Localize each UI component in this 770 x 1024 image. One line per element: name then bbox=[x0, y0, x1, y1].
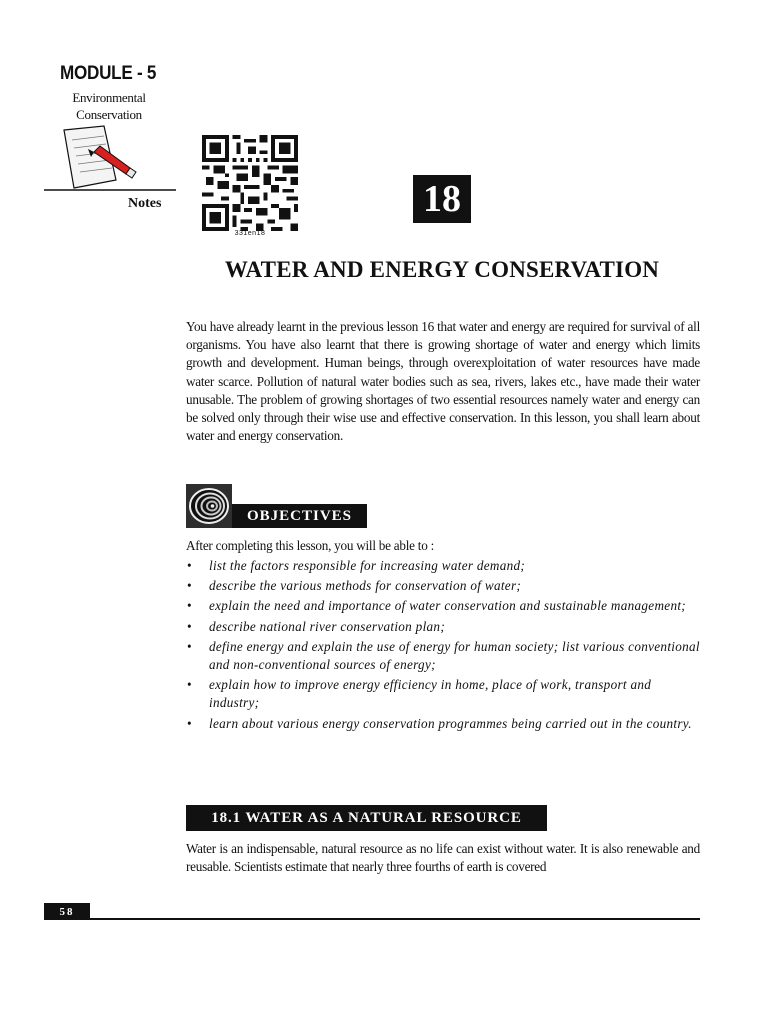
objective-item: • define energy and explain the use of energy for human society; list various conventional and non-conventional sources of energy; bbox=[186, 638, 700, 674]
intro-paragraph: You have already learnt in the previous lesson 16 that water and energy are required for survival of all organisms. You have also learnt that there is growing shortage of water and energy which limits growth and development. Human beings, through overexploitation of water resources have made water scarce. Pollution of natural water bodies such as sea, rivers, lakes etc., have made their water unusable. The problem of growing shortages of two essential resources namely water and energy can be solved only through their wise use and effective conservation. In this lesson, you shall learn about water and energy conservation. bbox=[186, 319, 700, 444]
objectives-list bbox=[186, 557, 700, 735]
objective-item: • describe national river conservation plan; bbox=[186, 618, 700, 636]
section-paragraph: Water is an indispensable, natural resource as no life can exist without water. It is also renewable and reusable. Scientists estimate that nearly three fourths of earth is covered bbox=[186, 841, 700, 875]
notes-label: Notes bbox=[128, 196, 162, 211]
objective-item: • explain how to improve energy efficiency in home, place of work, transport and industry; bbox=[186, 676, 700, 712]
section-heading: 18.1 WATER AS A NATURAL RESOURCE bbox=[186, 805, 547, 831]
chapter-number: 18 bbox=[413, 175, 471, 223]
footer-rule bbox=[90, 918, 700, 920]
objective-item: • explain the need and importance of water conservation and sustainable management; bbox=[186, 597, 700, 615]
qr-caption: 331en18 bbox=[234, 230, 266, 237]
module-subtitle bbox=[60, 89, 158, 123]
module-subtitle-line2: Conservation bbox=[76, 107, 142, 122]
spiral-target-icon bbox=[186, 484, 232, 528]
module-title: MODULE - 5 bbox=[60, 63, 157, 84]
notepad-pencil-icon bbox=[44, 124, 176, 194]
objective-item: • learn about various energy conservation programmes being carried out in the country. bbox=[186, 715, 700, 733]
objective-item: • describe the various methods for conservation of water; bbox=[186, 577, 700, 595]
objective-item: • list the factors responsible for increasing water demand; bbox=[186, 557, 700, 575]
objectives-intro: After completing this lesson, you will be able to : bbox=[186, 538, 435, 553]
qr-code-icon bbox=[202, 135, 298, 231]
chapter-title: WATER AND ENERGY CONSERVATION bbox=[224, 257, 660, 282]
module-subtitle-line1: Environmental bbox=[72, 90, 146, 105]
objectives-heading: OBJECTIVES bbox=[232, 504, 367, 528]
page-number: 58 bbox=[44, 903, 90, 920]
